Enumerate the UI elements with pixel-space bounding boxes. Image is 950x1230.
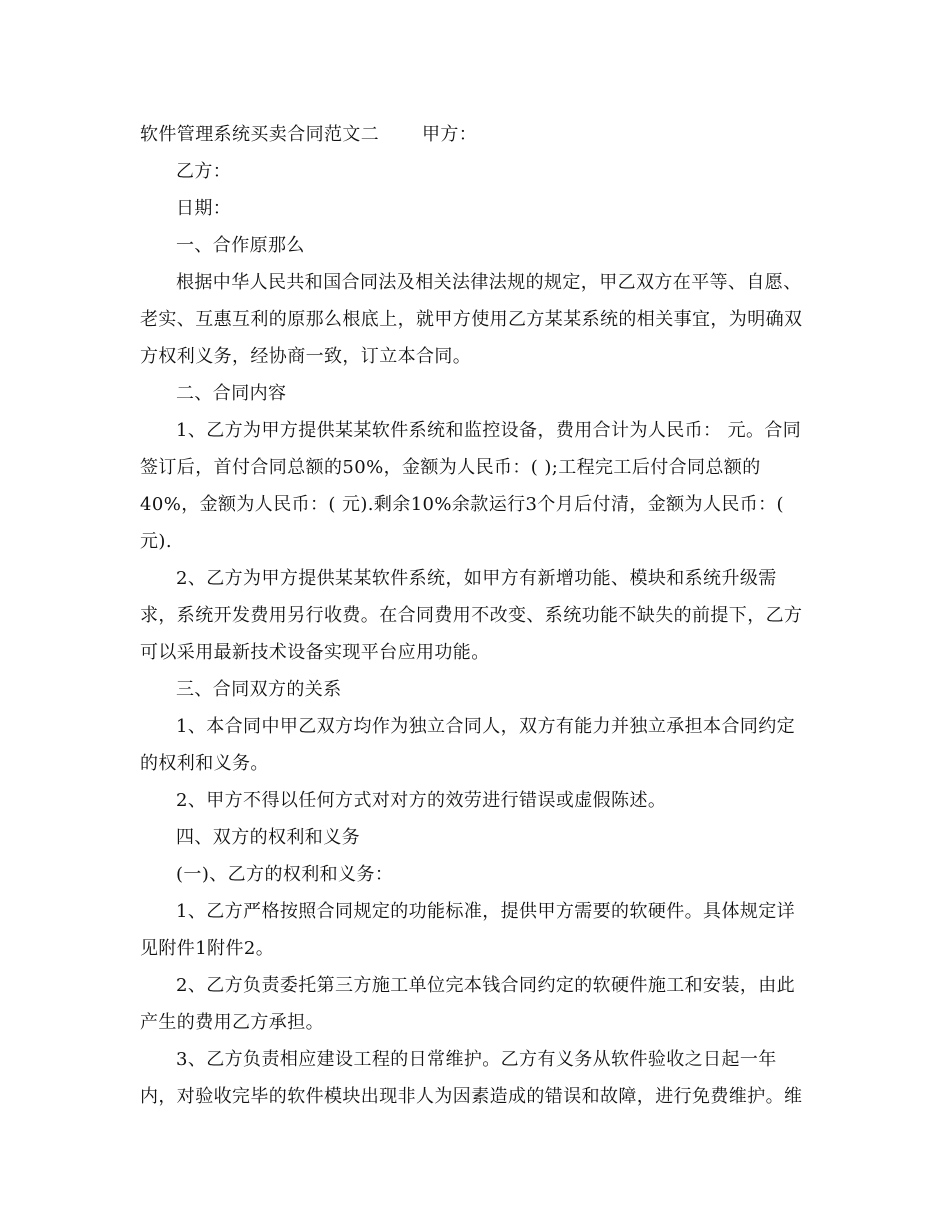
document-title: 软件管理系统买卖合同范文二 [140, 124, 380, 145]
paragraph-line: 1、本合同中甲乙双方均作为独立合同人，双方有能力并独立承担本合同约定 [176, 716, 796, 737]
paragraph-line: 根据中华人民共和国合同法及相关法律法规的规定，甲乙双方在平等、自愿、 [176, 272, 802, 293]
paragraph-line: 老实、互惠互利的原那么根底上，就甲方使用乙方某某系统的相关事宜，为明确双 [140, 309, 803, 330]
paragraph-line: 见附件1附件2。 [140, 938, 275, 959]
date-label: 日期： [176, 198, 232, 219]
paragraph-line: 内，对验收完毕的软件模块出现非人为因素造成的错误和故障，进行免费维护。维 [140, 1086, 803, 1107]
paragraph-line: 方权利义务，经协商一致，订立本合同。 [140, 346, 472, 367]
section-heading: 四、双方的权利和义务 [176, 827, 360, 848]
paragraph-line: 可以采用最新技术设备实现平台应用功能。 [140, 642, 490, 663]
paragraph-line: 2、乙方为甲方提供某某软件系统，如甲方有新增功能、模块和系统升级需 [176, 568, 777, 589]
paragraph-line: 求，系统开发费用另行收费。在合同费用不改变、系统功能不缺失的前提下，乙方 [140, 605, 803, 626]
subsection-heading: (一)、乙方的权利和义务： [176, 864, 394, 885]
paragraph-line: 1、乙方为甲方提供某某软件系统和监控设备，费用合计为人民币： 元。合同 [176, 420, 802, 441]
paragraph-line: 2、甲方不得以任何方式对对方的效劳进行错误或虚假陈述。 [176, 790, 667, 811]
party-b-label: 乙方： [176, 161, 232, 182]
paragraph-line: 3、乙方负责相应建设工程的日常维护。乙方有义务从软件验收之日起一年 [176, 1049, 777, 1070]
section-heading: 二、合同内容 [176, 383, 287, 404]
party-a-label: 甲方： [422, 124, 478, 145]
section-heading: 三、合同双方的关系 [176, 679, 342, 700]
paragraph-line: 2、乙方负责委托第三方施工单位完本钱合同约定的软硬件施工和安装，由此 [176, 975, 796, 996]
paragraph-line: 产生的费用乙方承担。 [140, 1012, 324, 1033]
paragraph-line: 40%，金额为人民币：( 元).剩余10%余款运行3个月后付清，金额为人民币：( [140, 494, 784, 515]
paragraph-line: 的权利和义务。 [140, 753, 269, 774]
paragraph-line: 签订后，首付合同总额的50%，金额为人民币：( );工程完工后付合同总额的 [140, 457, 761, 478]
paragraph-line: 1、乙方严格按照合同规定的功能标准，提供甲方需要的软硬件。具体规定详 [176, 901, 796, 922]
section-heading: 一、合作原那么 [176, 235, 305, 256]
paragraph-line: 元). [140, 531, 172, 552]
